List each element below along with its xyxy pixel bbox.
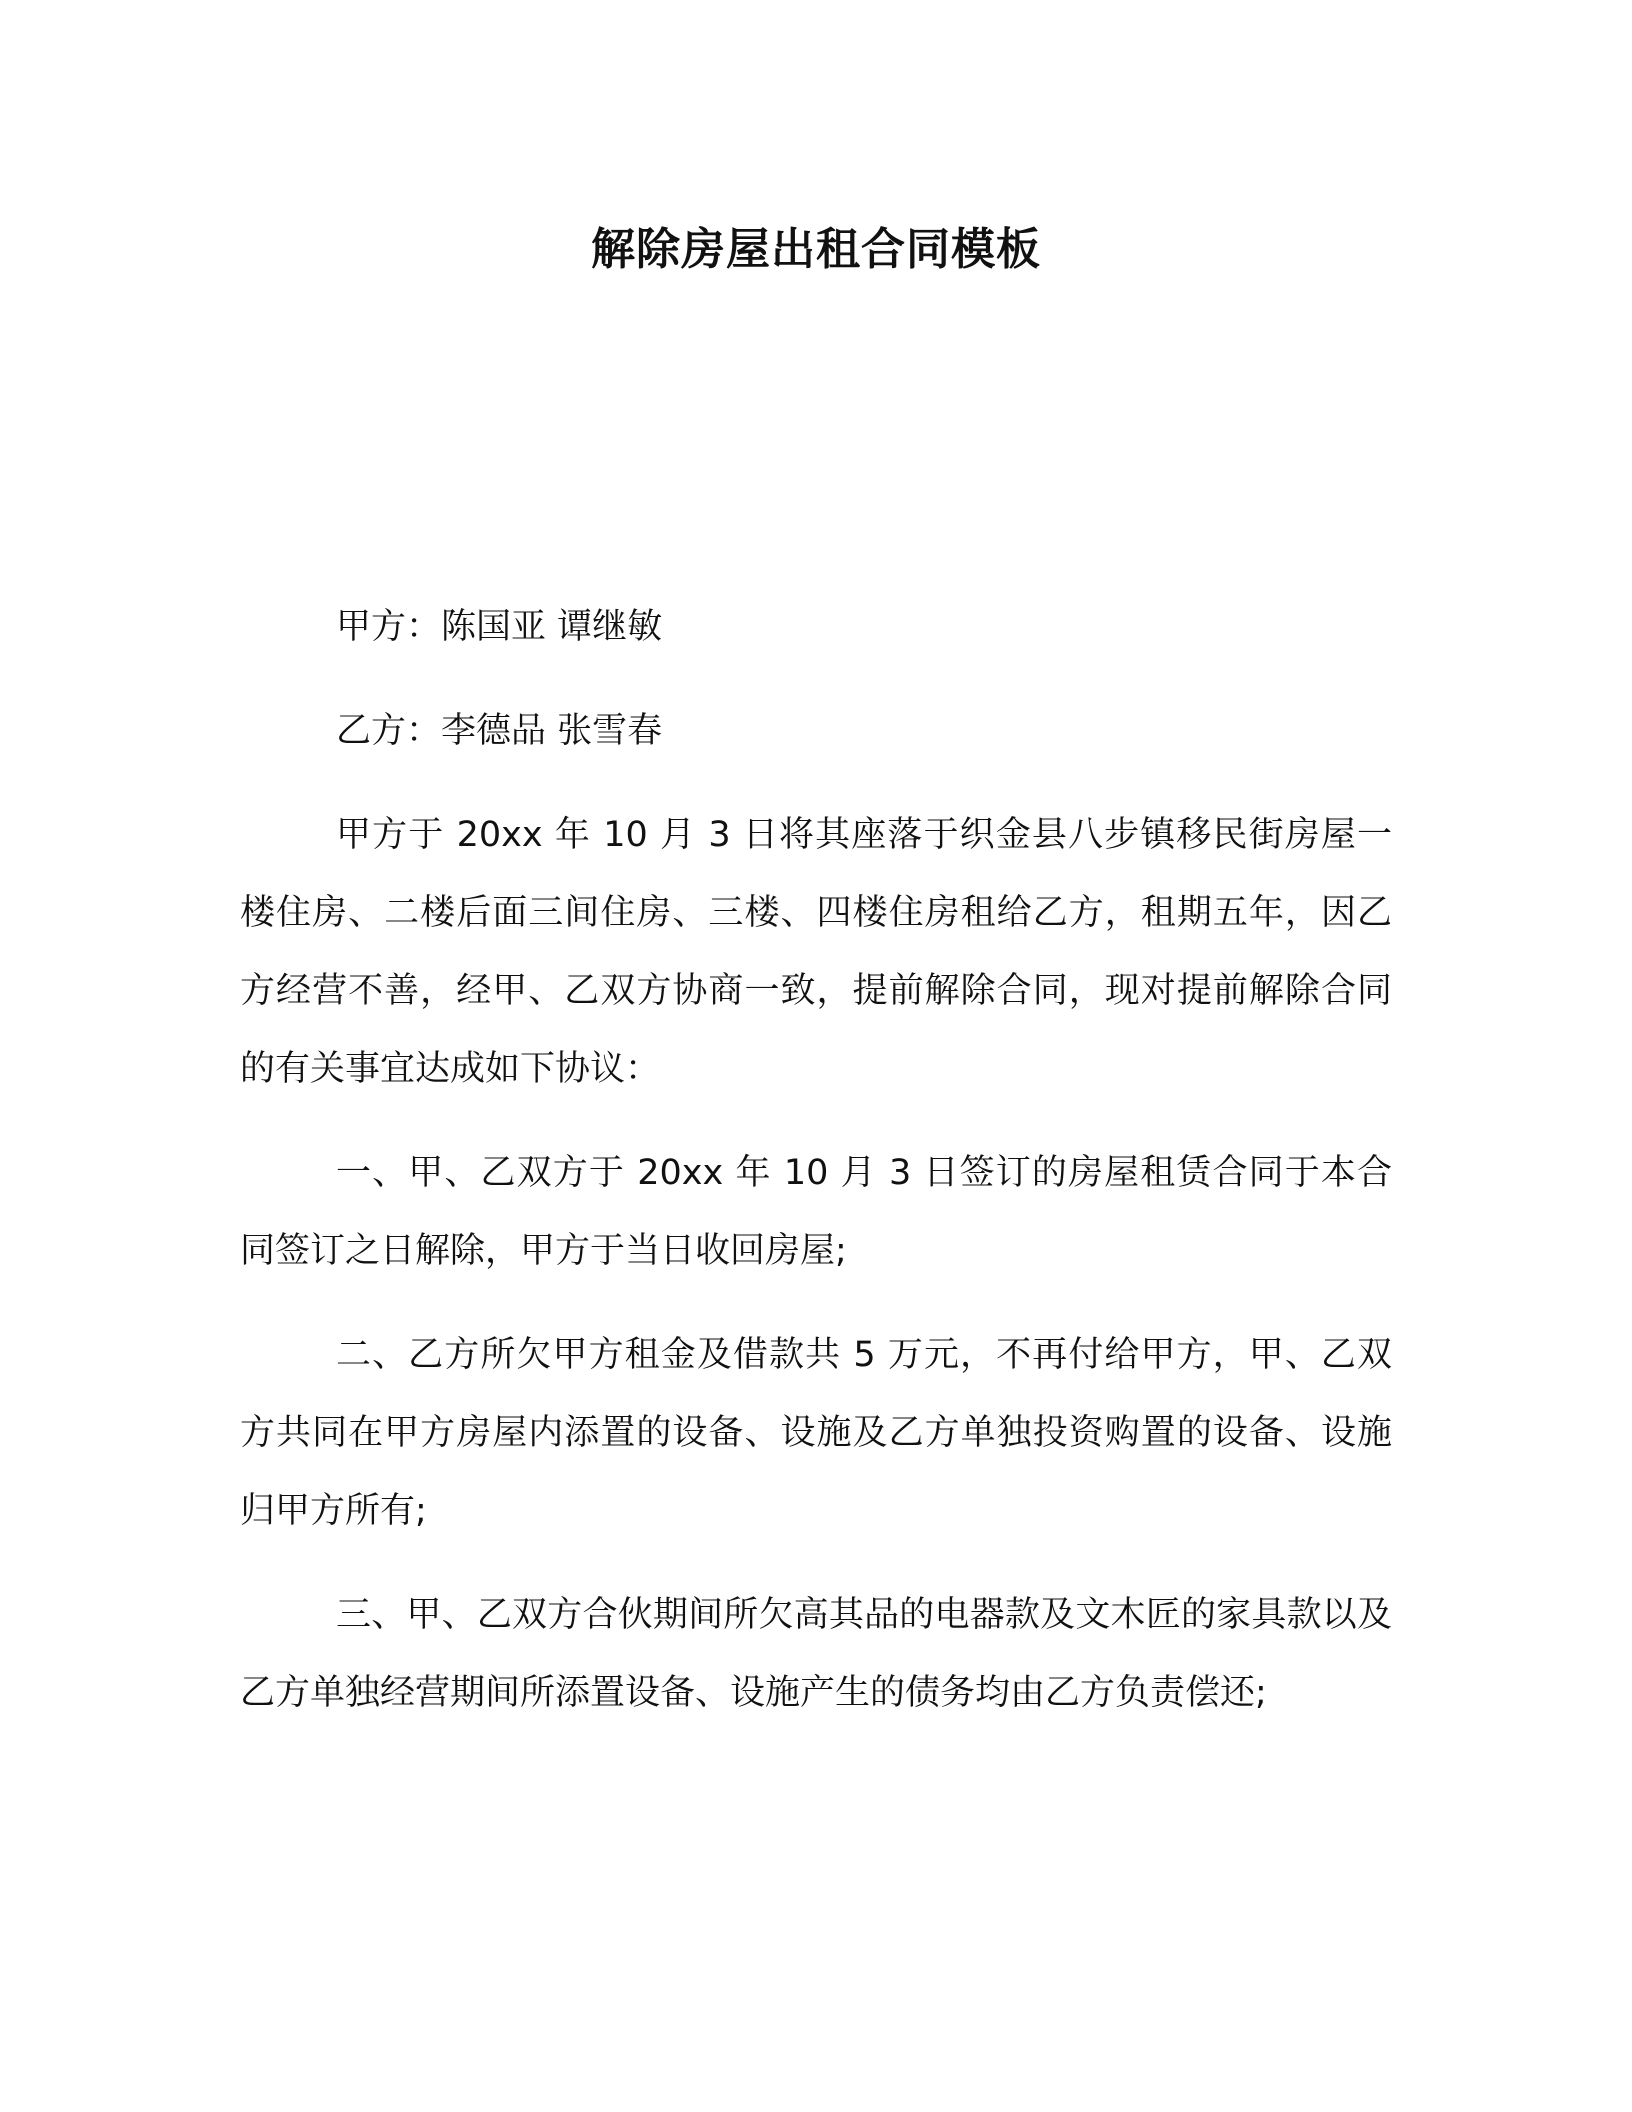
party-a-line: 甲方：陈国亚 谭继敏 — [336, 607, 663, 647]
clause-1-paragraph: 一、甲、乙双方于 20xx 年 10 月 3 日签订的房屋租赁合同于本合同签订之日解除，甲方于当日收回房屋; — [240, 1153, 1392, 1271]
clause-3-paragraph: 三、甲、乙双方合伙期间所欠高其品的电器款及文木匠的家具款以及乙方单独经营期间所添置设备、设施产生的债务均由乙方负责偿还; — [240, 1595, 1392, 1713]
intro-paragraph: 甲方于 20xx 年 10 月 3 日将其座落于织金县八步镇移民街房屋一楼住房、二楼后面三间住房、三楼、四楼住房租给乙方，租期五年，因乙方经营不善，经甲、乙双方协商一致，提前解除合同，现对提前解除合同的有关事宜达成如下协议： — [240, 815, 1392, 1089]
document-title: 解除房屋出租合同模板 — [591, 224, 1041, 275]
clause-2-paragraph: 二、乙方所欠甲方租金及借款共 5 万元，不再付给甲方，甲、乙双方共同在甲方房屋内添置的设备、设施及乙方单独投资购置的设备、设施归甲方所有; — [240, 1335, 1392, 1531]
document-body — [240, 588, 1392, 1758]
party-b-line: 乙方：李德品 张雪春 — [336, 711, 663, 751]
